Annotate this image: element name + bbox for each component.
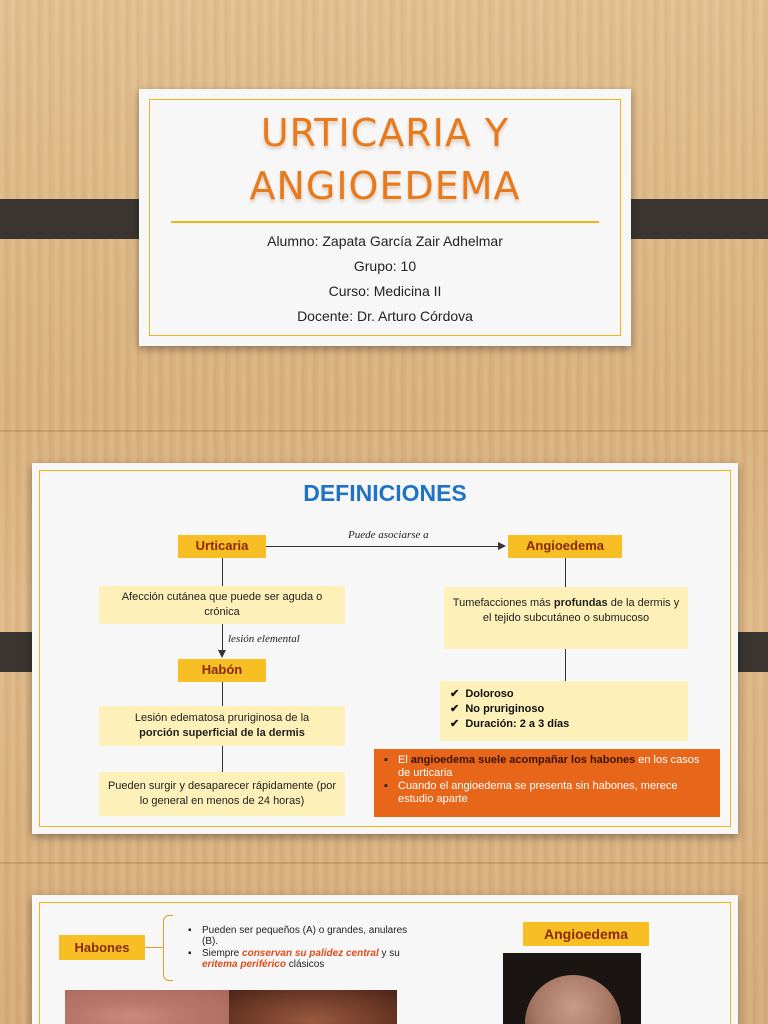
angioedema-label: Angioedema (523, 922, 649, 946)
check-icon: ✔ (450, 718, 460, 730)
connector-line (222, 746, 223, 772)
arrow-head (218, 650, 226, 658)
title-divider (171, 221, 599, 223)
note-item (382, 780, 712, 806)
angio-desc-bold: profundas (553, 597, 608, 609)
student-name: Alumno: Zapata García Zair Adhelmar (267, 233, 503, 249)
angioedema-photo (503, 953, 641, 1024)
urticaria-description: Afección cutánea que puede ser aguda o crónica (99, 586, 345, 624)
connector-line (565, 649, 566, 681)
face-shape (525, 975, 621, 1024)
arrow-head (498, 542, 506, 550)
binder-tab-right (614, 199, 768, 239)
note-text: en los casos de urticaria (398, 754, 700, 779)
habones-slide[interactable] (32, 895, 738, 1024)
note-bold: angioedema suele acompañar los habones (410, 754, 636, 766)
wood-plank-seam (0, 862, 768, 864)
habones-bullets (188, 925, 424, 971)
title-line-2: ANGIOEDEMA (249, 164, 521, 208)
note-text: Cuando el angioedema se presenta sin habones, merece estudio aparte (398, 780, 678, 805)
angioedema-label: Angioedema (508, 535, 622, 558)
bullet-highlight: eritema periférico (202, 959, 286, 970)
habon-duration: Pueden surgir y desaparecer rápidamente (por lo general en menos de 24 horas) (99, 772, 345, 816)
habon-description (99, 706, 345, 746)
angio-desc-post: de la dermis y el tejido subcutáneo o submucoso (482, 597, 680, 624)
association-arrow (266, 546, 498, 547)
check-icon: ✔ (450, 703, 460, 715)
urticaria-label: Urticaria (178, 535, 266, 558)
check-text: Duración: 2 a 3 días (465, 718, 570, 730)
bullet-highlight: conservan su palidez central (242, 948, 379, 959)
connector-line (222, 624, 223, 652)
check-item (450, 702, 678, 717)
connector-line (222, 682, 223, 706)
bullet-item (188, 948, 424, 970)
teacher: Docente: Dr. Arturo Córdova (297, 308, 473, 324)
bullet-text: Siempre (202, 948, 240, 959)
check-text: Doloroso (465, 688, 514, 700)
habon-label: Habón (178, 659, 266, 682)
note-text: El (398, 754, 408, 766)
course: Curso: Medicina II (328, 283, 442, 299)
check-item (450, 717, 678, 732)
bullet-text: y su (381, 948, 400, 959)
habon-photo-b (229, 990, 397, 1024)
group: Grupo: 10 (353, 258, 417, 274)
wood-plank-seam (0, 430, 768, 432)
brace (163, 915, 173, 981)
definitions-slide[interactable] (32, 463, 738, 834)
habones-label: Habones (59, 935, 145, 960)
bullet-item: ▪ Pueden ser pequeños (A) o grandes, anulares (B). (188, 925, 424, 947)
note-box (374, 749, 720, 817)
title-line-1: URTICARIA Y (260, 111, 510, 155)
bullet-text: clásicos (288, 959, 325, 970)
angioedema-description (444, 587, 688, 649)
note-item (382, 754, 712, 780)
connector-line (222, 558, 223, 586)
habon-photo-a (65, 990, 229, 1024)
connector-line (565, 558, 566, 587)
association-label: Puede asociarse a (348, 529, 429, 541)
definitions-title: DEFINICIONES (303, 480, 467, 506)
habon-desc-text: Lesión edematosa pruriginosa de la (134, 712, 310, 724)
check-icon: ✔ (450, 688, 460, 700)
binder-tab-left (0, 199, 154, 239)
habon-desc-bold: porción superficial de la dermis (139, 727, 305, 739)
angio-desc-pre: Tumefacciones más (452, 597, 551, 609)
check-text: No pruriginoso (465, 703, 545, 715)
angioedema-features (440, 681, 688, 741)
title-slide[interactable] (139, 89, 631, 346)
check-item (450, 687, 678, 702)
elemental-lesion-label: lesión elemental (228, 633, 300, 645)
connector-line (145, 947, 163, 948)
